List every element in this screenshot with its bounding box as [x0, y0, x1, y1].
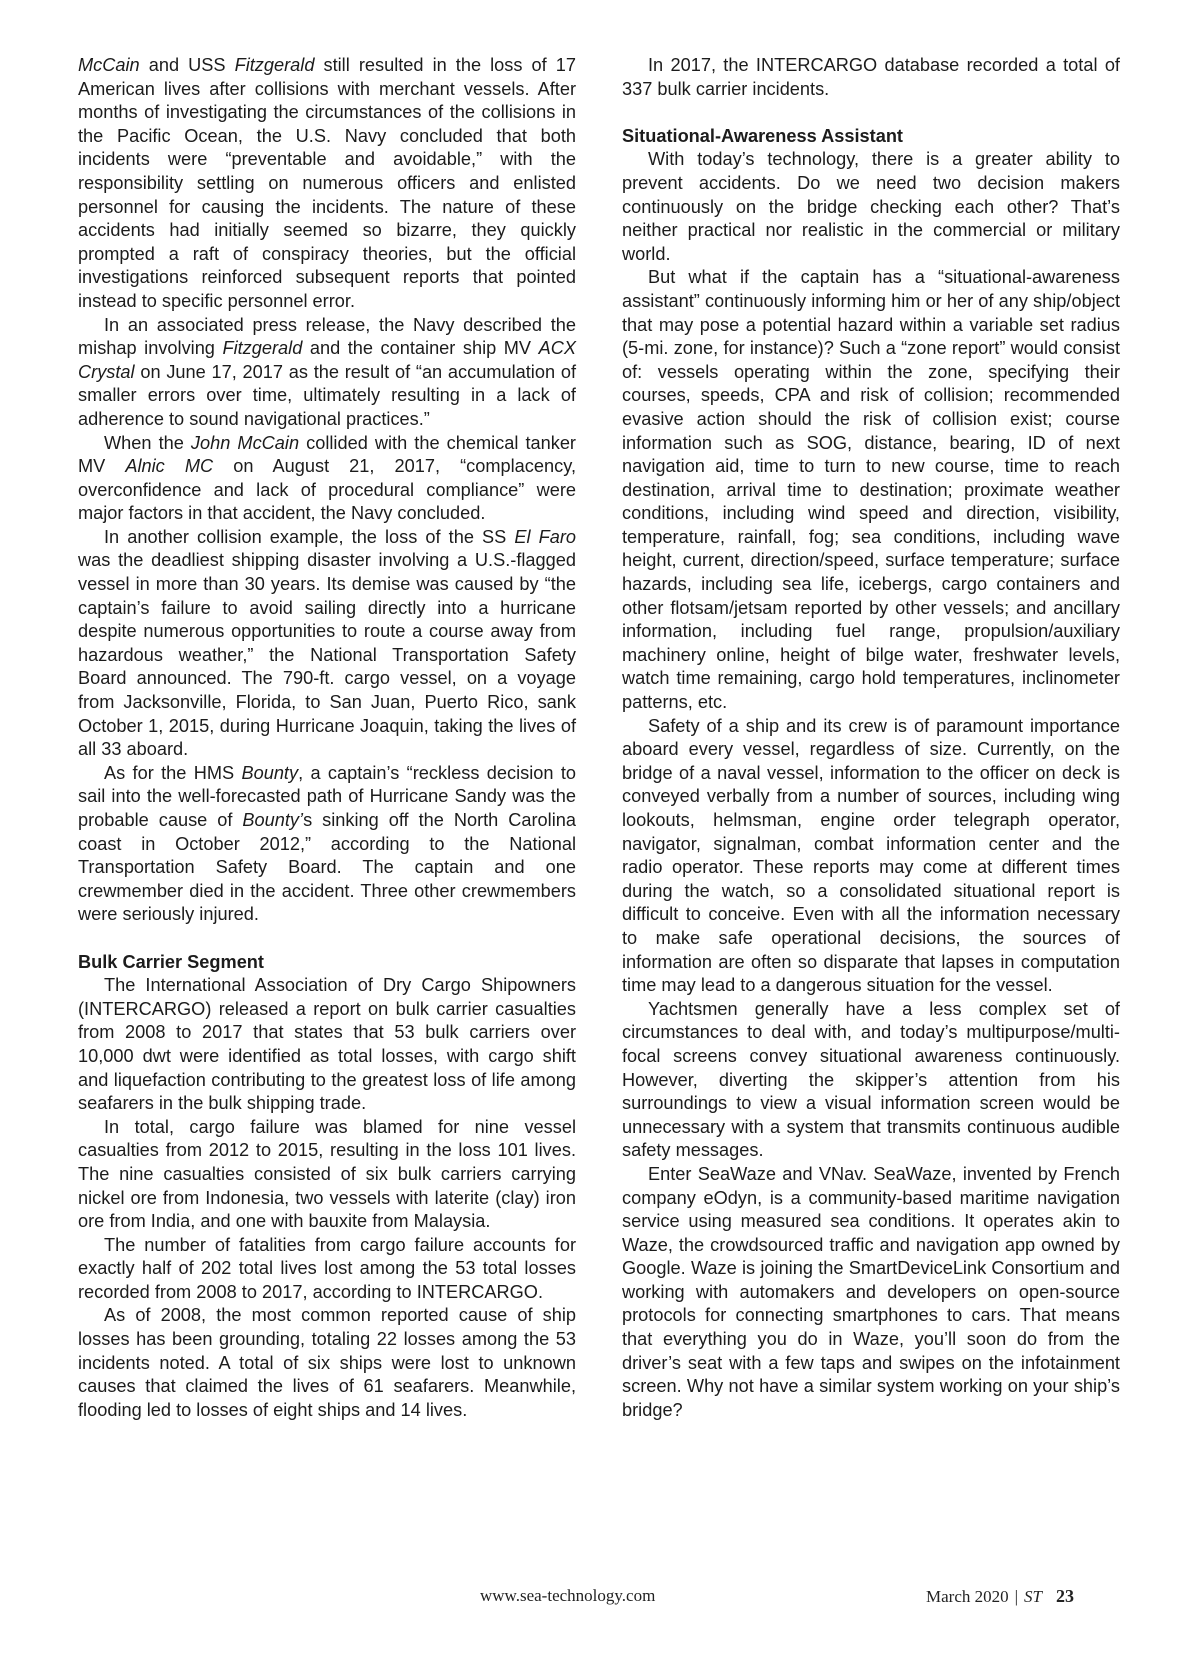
left-column [78, 54, 576, 1422]
paragraph-cargo-failure: In total, cargo failure was blamed for nine vessel casualties from 2012 to 2015, resulting in the loss 101 lives. The nine casualties consisted of six bulk carriers carrying nickel ore from Indonesia, two vessels with laterite (clay) iron ore from India, and one with bauxite from Malaysia. [78, 1116, 576, 1232]
paragraph-safety: Safety of a ship and its crew is of paramount importance aboard every vessel, regardless of size. Currently, on the bridge of a naval vessel, information to the officer on deck is conveyed verbally from a number of sources, including wing lookouts, helmsman, engine order telegraph operator, navigator, signalman, combat information center and the radio operator. These reports may come at different times during the watch, so a consolidated situational report is difficult to conceive. Even with all the information necessary to make safe operational decisions, the sources of information are often so disparate that lapses in computation time may lead to a dangerous situation for the vessel. [622, 715, 1120, 996]
paragraph-fatalities: The number of fatalities from cargo failure accounts for exactly half of 202 total lives lost among the 53 total losses recorded from 2008 to 2017, according to INTERCARGO. [78, 1234, 576, 1302]
paragraph-technology: With today’s technology, there is a greater ability to prevent accidents. Do we need two decision makers continuously on the bridge checking each other? That’s neither practical nor realistic in the commercial or military world. [622, 149, 1120, 264]
right-column [622, 54, 1120, 1422]
page-footer [0, 1586, 1200, 1614]
heading-bulk-carrier-segment: Bulk Carrier Segment [78, 951, 264, 972]
paragraph-seawaze: Enter SeaWaze and VNav. SeaWaze, invented by French company eOdyn, is a community-based maritime navigation service using measured sea conditions. It operates akin to Waze, the crowdsourced traffic and navigation app owned by Google. Waze is joining the SmartDeviceLink Consortium and working with automakers and developers on open-source protocols for connecting smartphones to cars. That means that everything you do in Waze, you’ll soon do from the driver’s seat with a few taps and swipes on the infotainment screen. Why not have a similar system working on your ship’s bridge? [622, 1163, 1120, 1420]
footer-magazine: ST [1024, 1587, 1042, 1606]
paragraph-intercargo-report: The International Association of Dry Cargo Shipowners (INTERCARGO) released a report on bulk carrier casualties from 2008 to 2017 that states that 53 bulk carriers over 10,000 dwt were identified as total losses, with cargo shift and liquefaction contributing to the greatest loss of life among seafarers in the bulk shipping trade. [78, 975, 576, 1114]
paragraph-el-faro: In another collision example, the loss of the SS El Faro was the deadliest shipping disaster involving a U.S.-flagged vessel in more than 30 years. Its demise was caused by “the captain’s failure to avoid sailing directly into a hurricane despite numerous opportunities to route a course away from hazardous weather,” the National Transportation Safety Board announced. The 790-ft. cargo vessel, on a voyage from Jacksonville, Florida, to San Juan, Puerto Rico, sank October 1, 2015, during Hurricane Joaquin, taking the lives of all 33 aboard. [78, 526, 577, 760]
heading-situational-awareness-assistant: Situational-Awareness Assistant [622, 125, 903, 146]
paragraph-bounty: As for the HMS Bounty, a captain’s “reckless decision to sail into the well-forecasted path of Hurricane Sandy was the probable cause of Bounty’s sinking off the North Carolina coast in October 2012,” according to the National Transportation Safety Board. The captain and one crewmember died in the accident. Three other crewmembers were seriously injured. [78, 762, 576, 925]
paragraph-zone-report: But what if the captain has a “situational-awareness assistant” continuously informing him or her of any ship/object that may pose a potential hazard within a variable set radius (5-mi. zone, for instance)? Such a “zone report” would consist of: vessels operating within the zone, specifying their courses, speeds, CPA and risk of collision; recommended evasive action should the risk of collision exist; course information such as SOG, distance, bearing, ID of next navigation aid, time to turn to new course, time to reach destination, arrival time to destination; proximate weather conditions, including wind speed and direction, visibility, temperature, rainfall, fog; sea conditions, including wave height, current, direction/speed, surface temperature; surface hazards, including sea life, icebergs, cargo containers and other flotsam/jetsam reported by other vessels; and ancillary information, including fuel range, propulsion/auxiliary machinery online, height of bilge water, freshwater levels, watch time remaining, cargo hold temperatures, inclinometer patterns, etc. [622, 267, 1120, 713]
paragraph-press-release: In an associated press release, the Navy described the mishap involving Fitzgerald and the container ship MV ACX Crystal on June 17, 2017 as the result of “an accumulation of smaller errors over time, ultimately resulting in a lack of adherence to sound navigational practices.” [78, 314, 576, 429]
page-number: 23 [1056, 1586, 1074, 1606]
footer-issue [926, 1586, 1074, 1607]
footer-separator: | [1014, 1587, 1019, 1606]
footer-website[interactable]: www.sea-technology.com [480, 1586, 656, 1605]
paragraph-john-mccain: When the John McCain collided with the chemical tanker MV Alnic MC on August 21, 2017, “complacency, overconfidence and lack of procedural compliance” were major factors in that accident, the Navy concluded. [78, 432, 577, 524]
paragraph-mccain-fitzgerald: McCain and USS Fitzgerald still resulted in the loss of 17 American lives after collisions with merchant vessels. After months of investigating the circumstances of the collisions in the Pacific Ocean, the U.S. Navy concluded that both incidents were “preventable and avoidable,” with the responsibility settling on numerous officers and enlisted personnel for causing the incidents. The nature of these accidents had initially seemed so bizarre, they quickly prompted a raft of conspiracy theories, but the official investigations reinforced subsequent reports that pointed instead to specific personnel error. [78, 55, 576, 311]
paragraph-intercargo-2017: In 2017, the INTERCARGO database recorded a total of 337 bulk carrier incidents. [622, 55, 1120, 99]
footer-issue-date: March 2020 [926, 1587, 1009, 1606]
paragraph-yachtsmen: Yachtsmen generally have a less complex set of circumstances to deal with, and today’s multipurpose/multi-focal screens convey situational awareness continuously. However, diverting the skipper’s attention from his surroundings to view a visual information screen would be unnecessary with a system that transmits continuous audible safety messages. [622, 998, 1120, 1161]
paragraph-grounding: As of 2008, the most common reported cause of ship losses has been grounding, totaling 22 losses among the 53 incidents noted. A total of six ships were lost to unknown causes that claimed the lives of 61 seafarers. Meanwhile, flooding led to losses of eight ships and 14 lives. [78, 1305, 576, 1420]
